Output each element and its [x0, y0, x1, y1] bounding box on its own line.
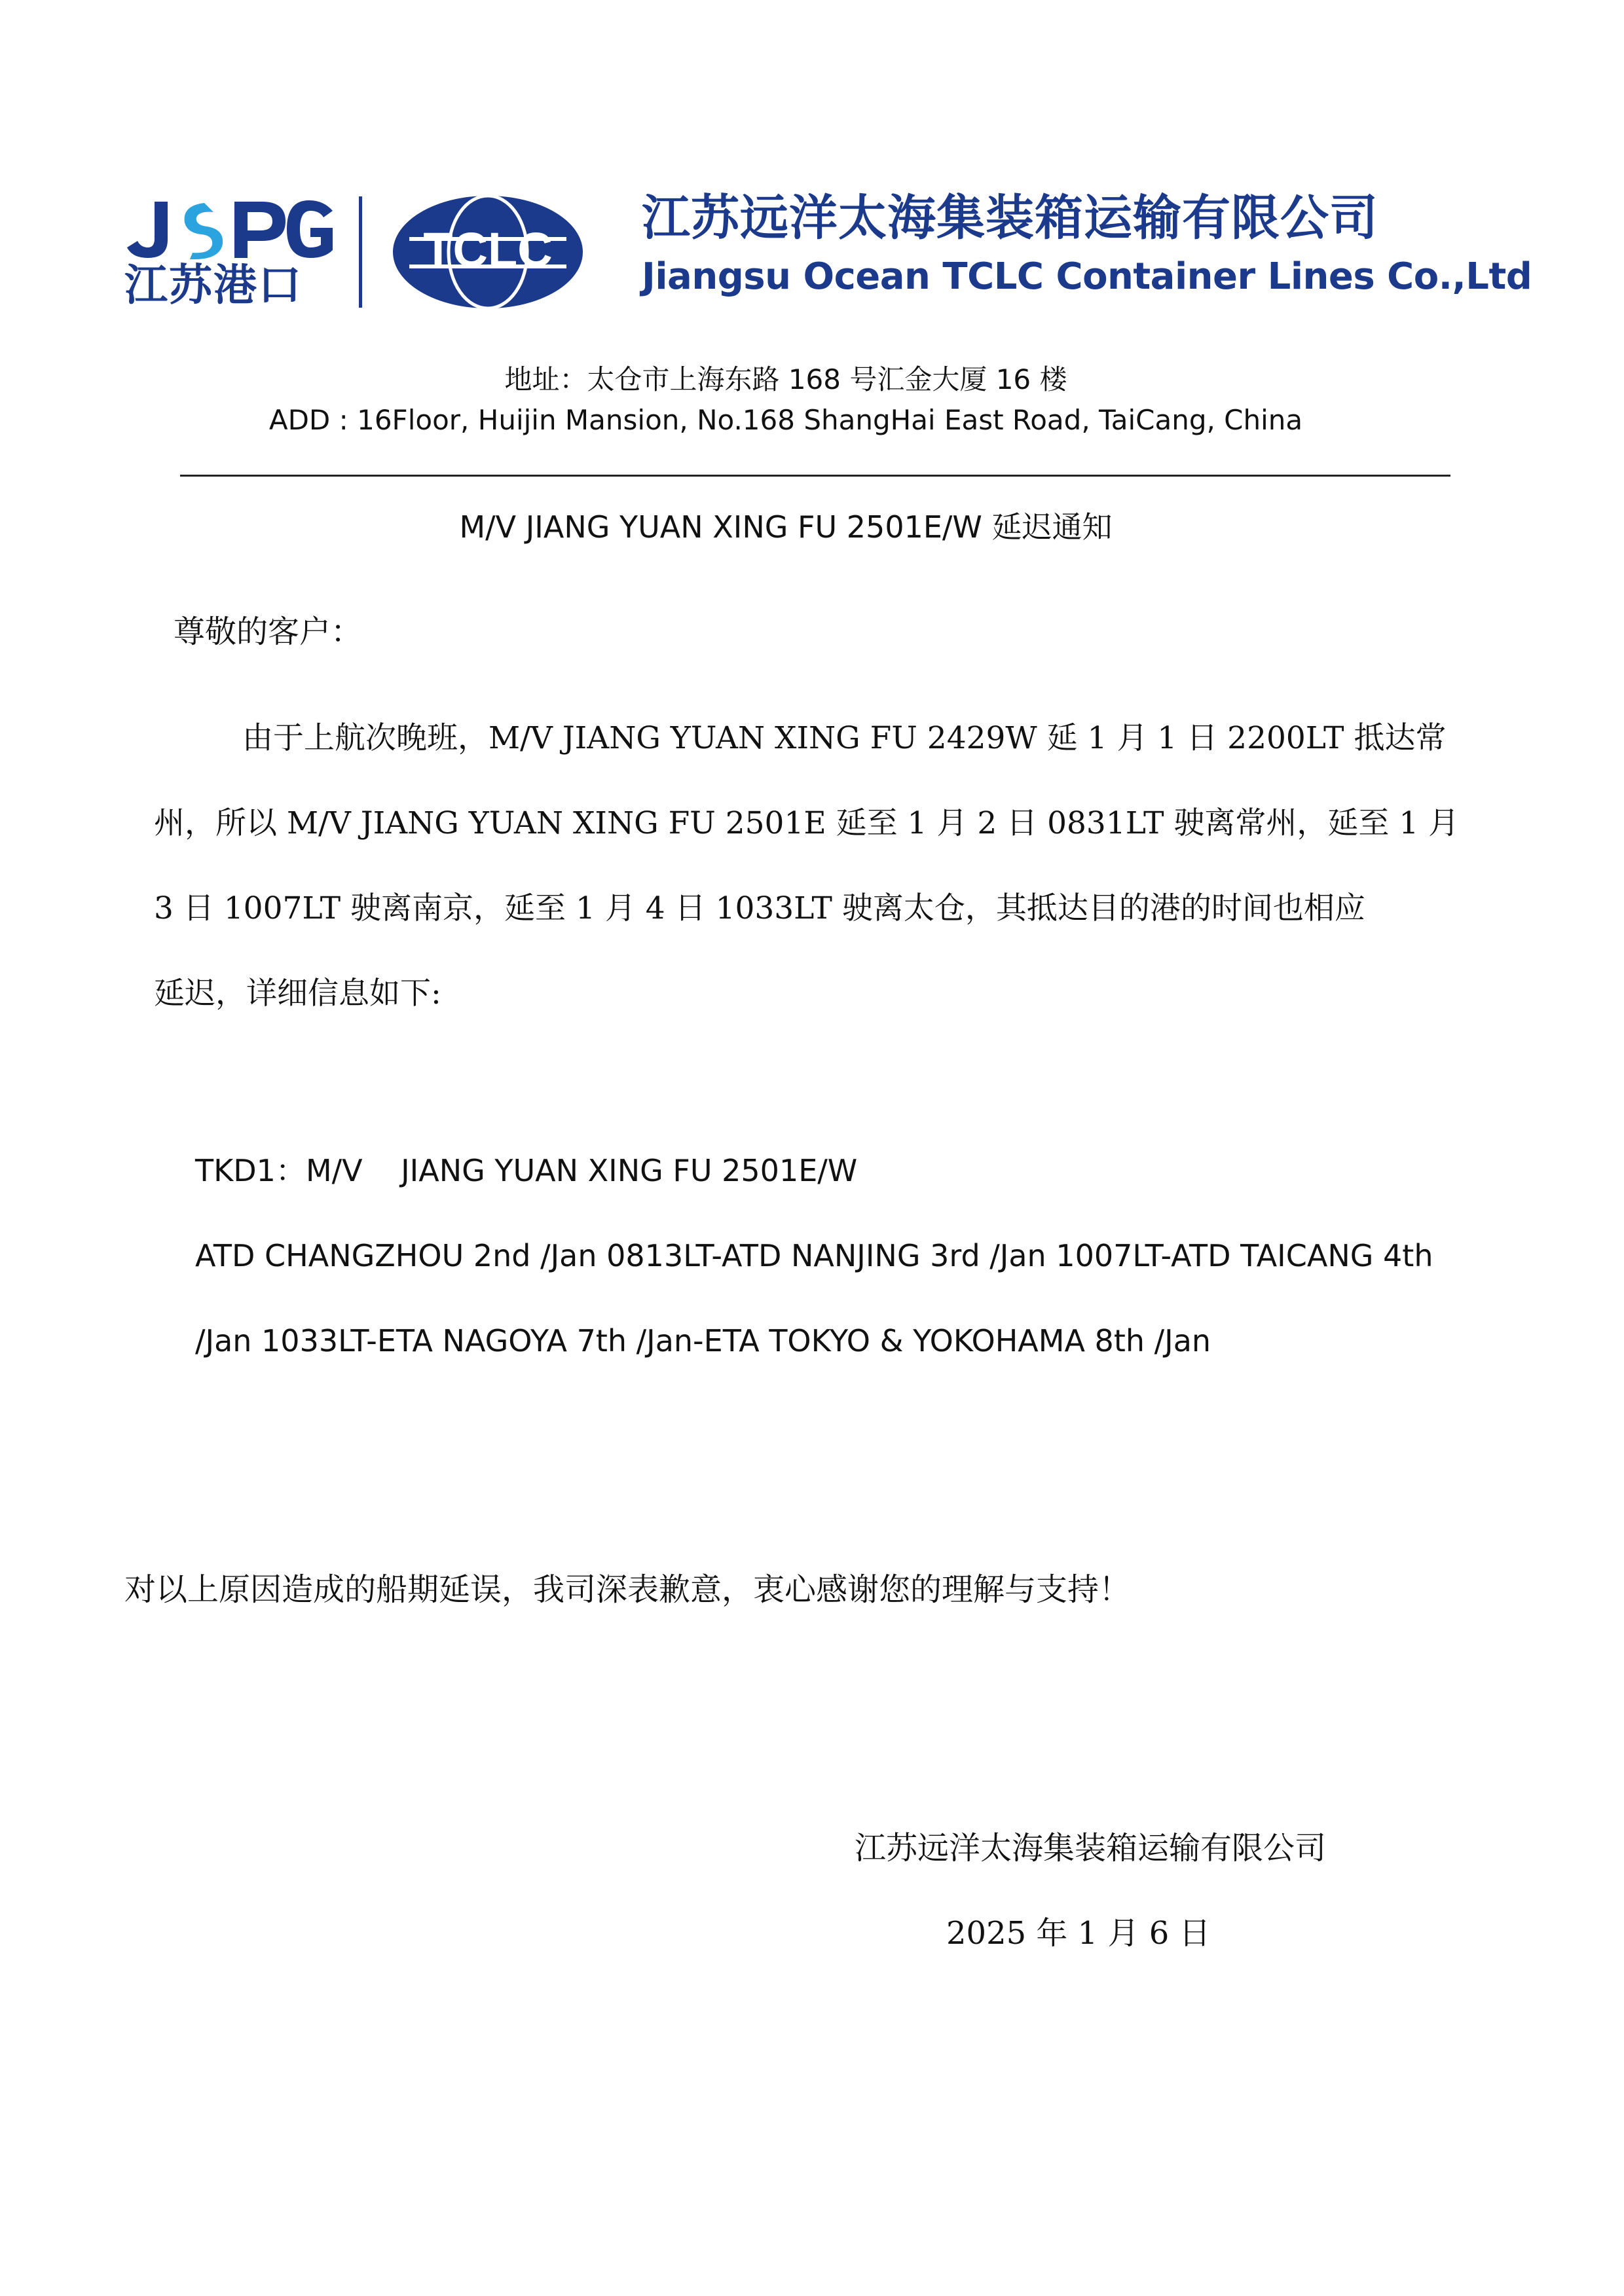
- jspg-logo: [124, 196, 334, 308]
- body-line: 延迟，详细信息如下:: [154, 975, 441, 1011]
- schedule-line: ATD CHANGZHOU 2nd /Jan 0813LT-ATD NANJING 3rd /Jan 1007LT-ATD TAICANG 4th: [195, 1238, 1433, 1273]
- jspg-logo-mark: [124, 196, 334, 262]
- greeting: 尊敬的客户：: [174, 613, 363, 650]
- body-line: 州，所以 M/V JIANG YUAN XING FU 2501E 延至 1 月 2 日 0831LT 驶离常州，延至 1 月: [154, 805, 1460, 841]
- company-name-cn: 江苏远洋太海集装箱运输有限公司: [642, 190, 1378, 246]
- notice-title: M/V JIANG YUAN XING FU 2501E/W 延迟通知: [459, 509, 1113, 545]
- signature-date: 2025 年 1 月 6 日: [946, 1915, 1211, 1952]
- signature-company: 江苏远洋太海集装箱运输有限公司: [855, 1830, 1327, 1867]
- apology-text: 对以上原因造成的船期延误，我司深表歉意，衷心感谢您的理解与支持！: [124, 1571, 1131, 1608]
- header-divider: [180, 475, 1450, 477]
- logo-divider: [359, 196, 362, 308]
- schedule-line: /Jan 1033LT-ETA NAGOYA 7th /Jan-ETA TOKYO & YOKOHAMA 8th /Jan: [195, 1323, 1211, 1358]
- body-line: 由于上航次晚班，M/V JIANG YUAN XING FU 2429W 延 1 月 1 日 2200LT 抵达常: [242, 720, 1447, 756]
- address-cn: 地址：太仓市上海东路 168 号汇金大厦 16 楼: [504, 363, 1067, 395]
- tclc-logo-text: TCLC: [423, 223, 553, 277]
- tclc-globe-icon: [390, 193, 586, 311]
- address-en: ADD : 16Floor, Huijin Mansion, No.168 ShangHai East Road, TaiCang, China: [268, 404, 1303, 436]
- schedule-vessel: TKD1：M/V JIANG YUAN XING FU 2501E/W: [195, 1153, 858, 1188]
- tclc-logo: [390, 193, 586, 311]
- body-line: 3 日 1007LT 驶离南京，延至 1 月 4 日 1033LT 驶离太仓，其抵达目的港的时间也相应: [154, 890, 1365, 926]
- jspg-logo-cn: 江苏港口: [124, 260, 303, 310]
- company-name-en: Jiangsu Ocean TCLC Container Lines Co.,Ltd: [642, 255, 1532, 298]
